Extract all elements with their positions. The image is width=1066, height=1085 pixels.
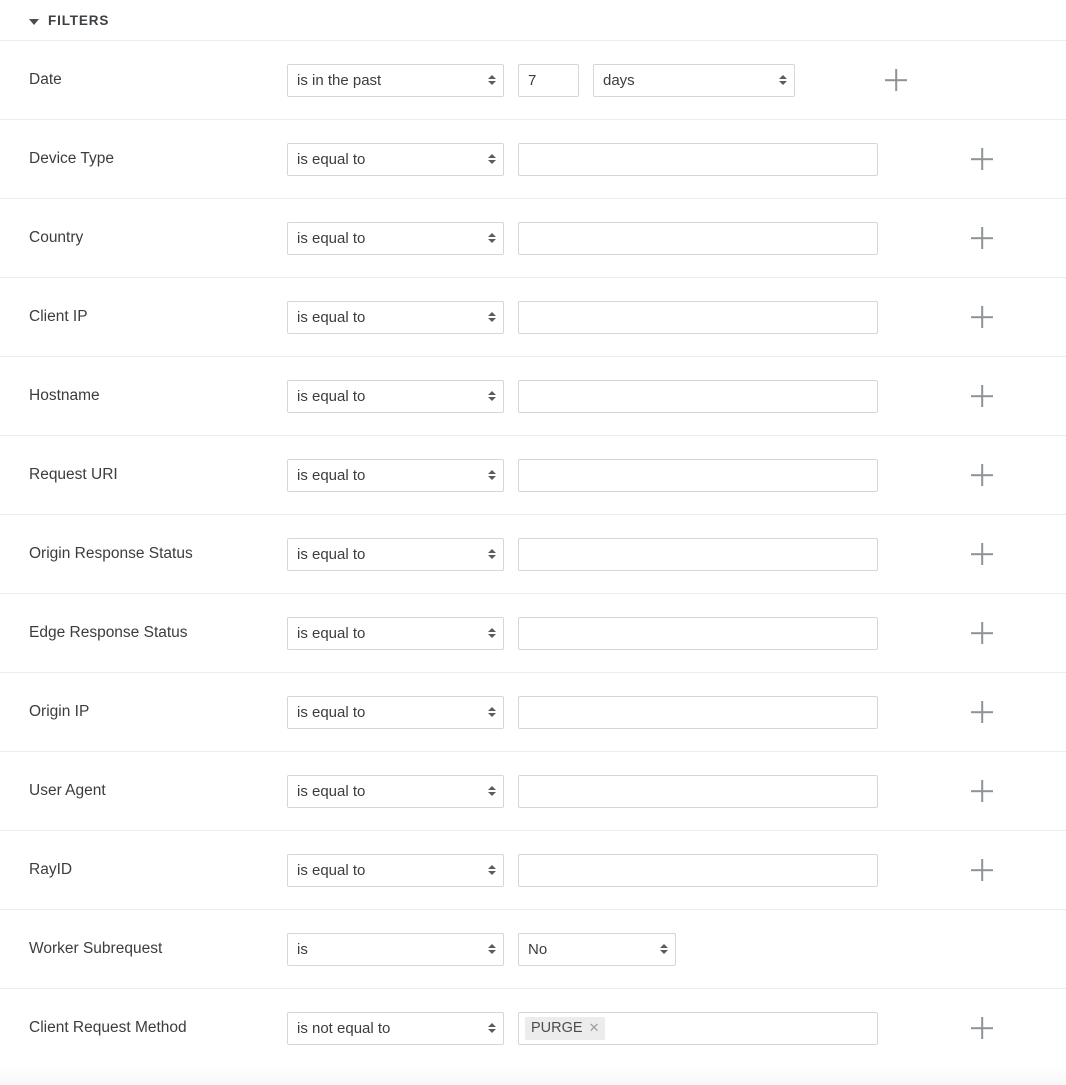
filter-row-device-type — [0, 119, 1066, 198]
value-input-user-agent[interactable] — [518, 775, 878, 808]
operator-select-client-request-method[interactable] — [287, 1012, 504, 1045]
operator-select-wrap — [287, 538, 504, 571]
filter-row-worker-subrequest — [0, 909, 1066, 988]
operator-select-edge-response-status[interactable] — [287, 617, 504, 650]
filter-label: Client IP — [29, 308, 88, 325]
value-input-device-type[interactable] — [518, 143, 878, 176]
filter-label: Device Type — [29, 150, 115, 167]
filter-controls — [287, 538, 971, 571]
filter-controls — [287, 854, 971, 887]
close-icon[interactable]: ✕ — [588, 1020, 600, 1035]
add-filter-button[interactable] — [971, 780, 993, 802]
panel-bottom-fade — [0, 1067, 1066, 1085]
filter-controls — [287, 301, 971, 334]
filter-row-client-ip — [0, 277, 1066, 356]
operator-select-hostname[interactable] — [287, 380, 504, 413]
operator-select-client-ip[interactable] — [287, 301, 504, 334]
operator-select-rayid[interactable] — [287, 854, 504, 887]
unit-select-wrap — [593, 64, 795, 97]
add-filter-button[interactable] — [971, 227, 993, 249]
filter-label: User Agent — [29, 782, 106, 799]
filter-controls — [287, 64, 885, 97]
filter-controls — [287, 143, 971, 176]
filter-controls — [287, 933, 971, 966]
filter-label: RayID — [29, 861, 73, 878]
add-filter-button[interactable] — [971, 859, 993, 881]
value-input-client-ip[interactable] — [518, 301, 878, 334]
operator-select-wrap — [287, 933, 504, 966]
operator-select-worker-subrequest[interactable] — [287, 933, 504, 966]
filter-label: Date — [29, 71, 62, 88]
operator-select-origin-response-status[interactable] — [287, 538, 504, 571]
operator-select-wrap — [287, 64, 504, 97]
caret-down-icon[interactable] — [29, 19, 39, 25]
value-token — [525, 1017, 605, 1040]
operator-select-wrap — [287, 1012, 504, 1045]
add-filter-button[interactable] — [971, 543, 993, 565]
operator-select-request-uri[interactable] — [287, 459, 504, 492]
operator-select-user-agent[interactable] — [287, 775, 504, 808]
operator-select-wrap — [287, 775, 504, 808]
add-filter-button[interactable] — [971, 622, 993, 644]
filter-row-country — [0, 198, 1066, 277]
operator-select-wrap — [287, 301, 504, 334]
filter-controls — [287, 617, 971, 650]
filter-label: Edge Response Status — [29, 624, 188, 641]
operator-select-date[interactable] — [287, 64, 504, 97]
filter-controls — [287, 459, 971, 492]
token-label: PURGE — [531, 1019, 583, 1036]
operator-select-wrap — [287, 696, 504, 729]
operator-select-wrap — [287, 854, 504, 887]
filter-row-user-agent — [0, 751, 1066, 830]
filter-row-origin-ip — [0, 672, 1066, 751]
date-unit-select[interactable] — [593, 64, 795, 97]
filter-row-rayid — [0, 830, 1066, 909]
date-amount-input[interactable] — [518, 64, 579, 97]
filter-label: Country — [29, 229, 84, 246]
operator-select-wrap — [287, 222, 504, 255]
value-input-country[interactable] — [518, 222, 878, 255]
filter-label: Hostname — [29, 387, 100, 404]
filter-row-hostname — [0, 356, 1066, 435]
operator-select-device-type[interactable] — [287, 143, 504, 176]
filter-row-request-uri — [0, 435, 1066, 514]
filter-label: Worker Subrequest — [29, 940, 163, 957]
add-filter-button[interactable] — [885, 69, 907, 91]
filter-controls — [287, 775, 971, 808]
filter-controls — [287, 222, 971, 255]
filter-row-client-request-method — [0, 988, 1066, 1067]
filter-row-edge-response-status — [0, 593, 1066, 672]
operator-select-country[interactable] — [287, 222, 504, 255]
token-input-client-request-method[interactable] — [518, 1012, 878, 1045]
filter-controls — [287, 1012, 971, 1045]
value-input-origin-ip[interactable] — [518, 696, 878, 729]
filter-controls — [287, 380, 971, 413]
filter-label: Request URI — [29, 466, 118, 483]
filter-row-origin-response-status — [0, 514, 1066, 593]
operator-select-wrap — [287, 617, 504, 650]
add-filter-button[interactable] — [971, 464, 993, 486]
value-select-worker-subrequest[interactable] — [518, 933, 676, 966]
add-filter-button[interactable] — [971, 306, 993, 328]
value-input-hostname[interactable] — [518, 380, 878, 413]
filter-controls — [287, 696, 971, 729]
filters-title: FILTERS — [48, 13, 110, 28]
operator-select-origin-ip[interactable] — [287, 696, 504, 729]
value-input-origin-response-status[interactable] — [518, 538, 878, 571]
filters-section-header[interactable] — [0, 0, 1066, 40]
value-input-request-uri[interactable] — [518, 459, 878, 492]
add-filter-button[interactable] — [971, 1017, 993, 1039]
filter-label: Origin IP — [29, 703, 90, 720]
operator-select-wrap — [287, 143, 504, 176]
filter-row-date — [0, 40, 1066, 119]
boolean-select-wrap — [518, 933, 676, 966]
add-filter-button[interactable] — [971, 701, 993, 723]
add-filter-button[interactable] — [971, 385, 993, 407]
add-filter-button[interactable] — [971, 148, 993, 170]
value-input-rayid[interactable] — [518, 854, 878, 887]
filter-label: Origin Response Status — [29, 545, 193, 562]
filter-label: Client Request Method — [29, 1019, 187, 1036]
operator-select-wrap — [287, 380, 504, 413]
operator-select-wrap — [287, 459, 504, 492]
value-input-edge-response-status[interactable] — [518, 617, 878, 650]
